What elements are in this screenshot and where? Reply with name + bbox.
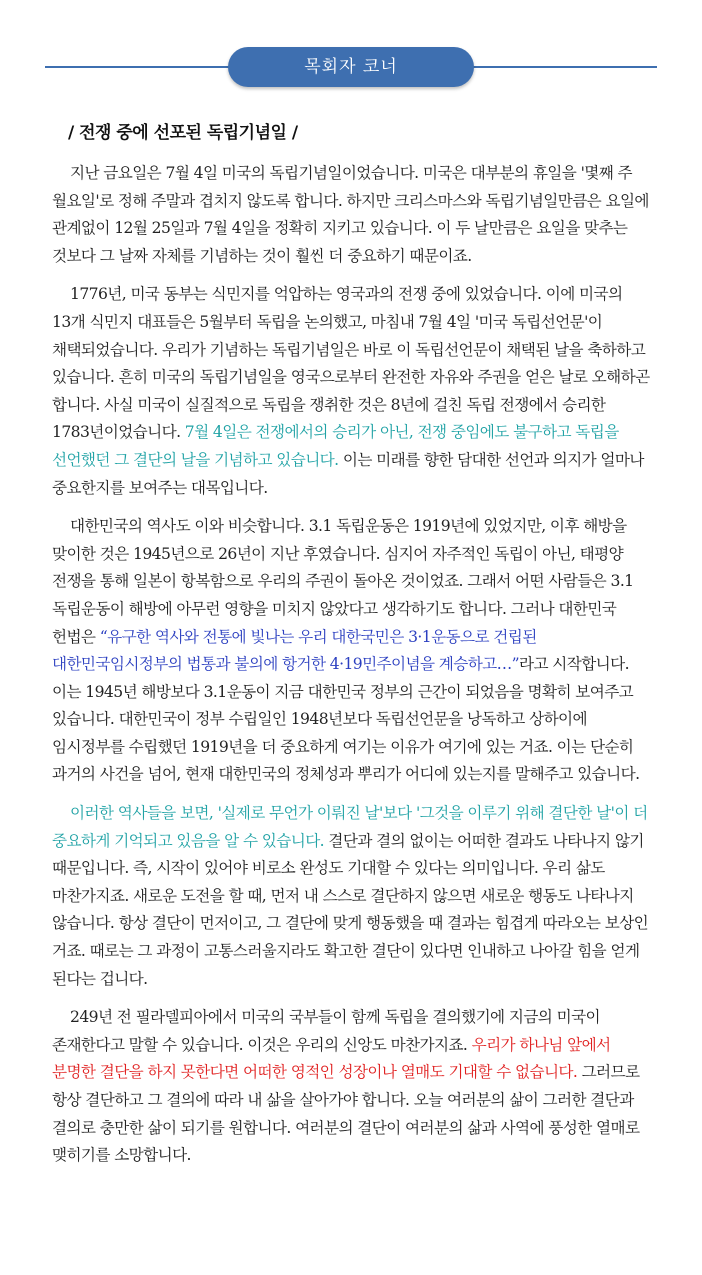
paragraph-1 [52,160,656,270]
paragraph-4-highlight: 이러한 역사들을 보면, '실제로 무언가 이뤄진 날'보다 '그것을 이루기 위해 결단한 날'이 더 중요하게 기억되고 있음을 알 수 있습니다. [52,804,648,850]
section-header [0,42,702,92]
constitution-quote: “유구한 역사와 전통에 빛나는 우리 대한국민은 3·1운동으로 건립된 대한민국임시정부의 법통과 불의에 항거한 4·19민주이념을 계승하고…” [52,627,537,674]
article-title: / 전쟁 중에 선포된 독립기념일 / [68,123,298,143]
paragraph-5 [52,1004,656,1170]
paragraph-2 [52,281,656,502]
paragraph-3 [52,513,656,789]
paragraph-5-text-a: 249년 전 필라델피아에서 미국의 국부들이 함께 독립을 결의했기에 지금의 미국이 존재한다고 말할 수 있습니다. 이것은 우리의 신앙도 마찬가지죠. [52,1008,601,1054]
paragraph-2-highlight: 7월 4일은 전쟁에서의 승리가 아닌, 전쟁 중임에도 불구하고 독립을 선언했던 그 결단의 날을 기념하고 있습니다. [52,423,619,469]
paragraph-1-text: 지난 금요일은 7월 4일 미국의 독립기념일이었습니다. 미국은 대부분의 휴일을 '몇째 주 월요일'로 정해 주말과 겹치지 않도록 합니다. 하지만 크리스마스와 독립기념일만큼은 요일에 관계없이 12월 25일과 7월 4일을 정확히 지키고 있습니다. 이 두 날만큼은 요일을 맞추는 것보다 그 날짜 자체를 기념하는 것이 훨씬 더 중요하기 때문이죠. [52,164,649,265]
paragraph-4-text-b: 결단과 결의 없이는 어떠한 결과도 나타나지 않기 때문입니다. 즉, 시작이 있어야 비로소 완성도 기대할 수 있다는 의미입니다. 우리 삶도 마찬가지죠. 새로운 도전을 할 때, 먼저 내 스스로 결단하지 않으면 새로운 행동도 나타나지 않습니다. 항상 결단이 먼저이고, 그 결단에 맞게 행동했을 때 결과는 힘겹게 따라오는 보상인 거죠. 때로는 그 과정이 고통스러울지라도 확고한 결단이 있다면 인내하고 나아갈 힘을 얻게 된다는 겁니다. [52,831,649,988]
paragraph-5-text-c: 그러므로 항상 결단하고 그 결의에 따라 내 삶을 살아가야 합니다. 오늘 여러분의 삶이 그러한 결단과 결의로 충만한 삶이 되기를 원합니다. 여러분의 결단이 여러분의 삶과 사역에 풍성한 열매로 맺히기를 소망합니다. [52,1063,640,1165]
paragraph-2-text-a: 1776년, 미국 동부는 식민지를 억압하는 영국과의 전쟁 중에 있었습니다. 이에 미국의 13개 식민지 대표들은 5월부터 독립을 논의했고, 마침내 7월 4일 '미국 독립선언문'이 채택되었습니다. 우리가 기념하는 독립기념일은 바로 이 독립선언문이 채택된 날을 축하하고 있습니다. 흔히 미국의 독립기념일을 영국으로부터 완전한 자유와 주권을 얻은 날로 오해하곤 합니다. 사실 미국이 실질적으로 독립을 쟁취한 것은 8년에 걸친 독립 전쟁에서 승리한 1783년이었습니다. [52,285,650,442]
paragraph-3-text-a: 대한민국의 역사도 이와 비슷합니다. 3.1 독립운동은 1919년에 있었지만, 이후 해방을 맞이한 것은 1945년으로 26년이 지난 후였습니다. 심지어 자주적인 독립이 아닌, 태평양 전쟁을 통해 일본이 항복함으로 우리의 주권이 돌아온 것이었죠. 그래서 어떤 사람들은 3.1 독립운동이 해방에 아무런 영향을 미치지 않았다고 생각하기도 합니다. 그러나 대한민국 헌법은 [52,517,634,646]
paragraph-4 [52,800,656,993]
section-label-badge: 목회자 코너 [228,47,474,87]
paragraph-5-highlight: 우리가 하나님 앞에서 분명한 결단을 하지 못한다면 어떠한 영적인 성장이나 열매도 기대할 수 없습니다. [52,1035,611,1082]
paragraph-3-text-c: 라고 시작합니다. 이는 1945년 해방보다 3.1운동이 지금 대한민국 정부의 근간이 되었음을 명확히 보여주고 있습니다. 대한민국이 정부 수립일인 1948년보다 독립선언문을 낭독하고 상하이에 임시정부를 수립했던 1919년을 더 중요하게 여기는 이유가 여기에 있는 거죠. 이는 단순히 과거의 사건을 넘어, 현재 대한민국의 정체성과 뿌리가 어디에 있는지를 말해주고 있습니다. [52,655,640,784]
article-body [52,118,656,1181]
paragraph-2-text-c: 이는 미래를 향한 담대한 선언과 의지가 얼마나 중요한지를 보여주는 대목입니다. [52,450,644,497]
